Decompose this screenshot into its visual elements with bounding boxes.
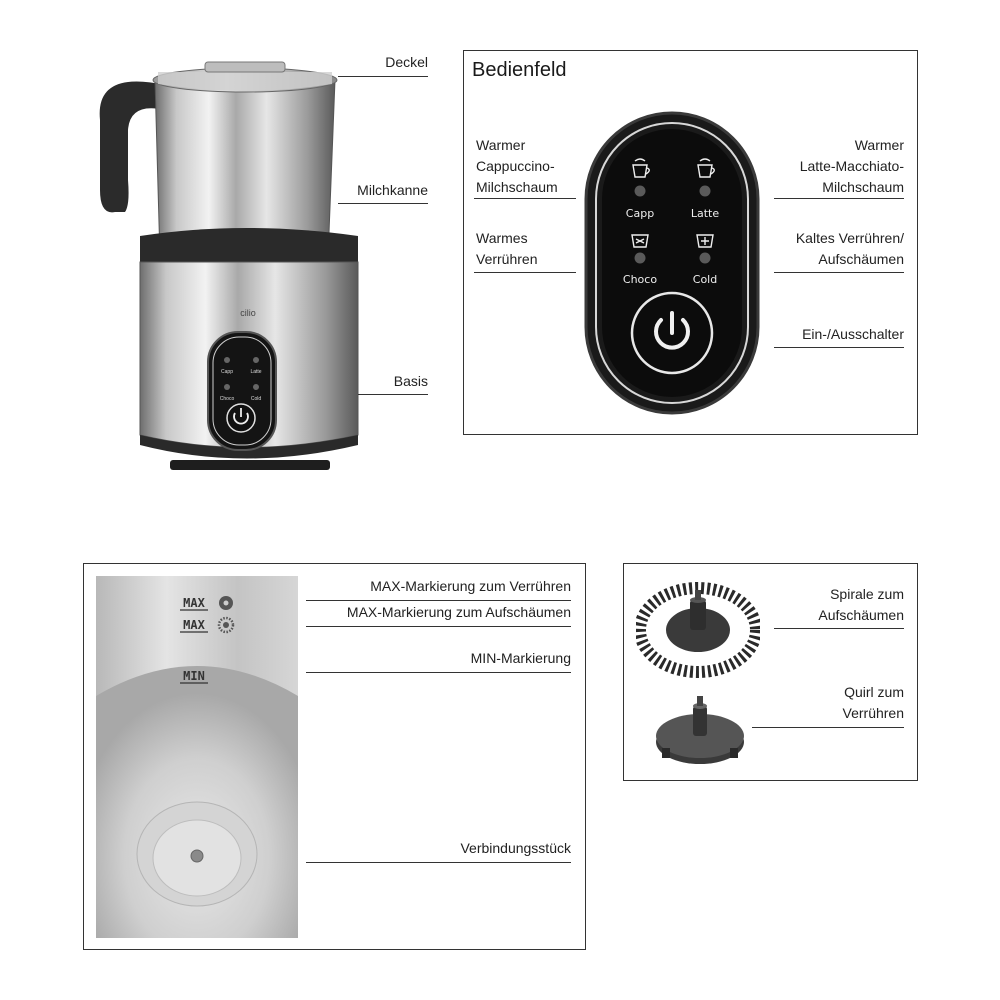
leader-warm-stirring — [474, 272, 576, 273]
leader-lid — [338, 76, 428, 77]
label-connector: Verbindungsstück — [460, 840, 571, 856]
leader-base — [358, 394, 428, 395]
svg-text:MAX: MAX — [183, 618, 205, 632]
milk-frother-illustration — [70, 40, 450, 490]
leader-warm-latte — [774, 198, 904, 199]
label-warm-stirring: Warmes Verrühren — [476, 230, 538, 267]
svg-text:MAX: MAX — [183, 596, 205, 610]
leader-max-froth — [306, 626, 571, 627]
label-whisk: Quirl zum Verrühren — [842, 684, 904, 721]
label-max-stir: MAX-Markierung zum Verrühren — [370, 578, 571, 594]
leader-min — [306, 672, 571, 673]
leader-max-stir — [306, 600, 571, 601]
label-base: Basis — [393, 373, 428, 389]
indicator-led-cold — [700, 253, 711, 264]
accessories-box — [623, 563, 918, 781]
label-warm-latte: Warmer Latte-Macchiato- Milchschaum — [799, 137, 904, 195]
jug-interior-photo — [96, 576, 298, 938]
label-max-froth: MAX-Markierung zum Aufschäumen — [346, 604, 571, 620]
control-panel-box — [463, 50, 918, 435]
svg-text:Latte: Latte — [250, 369, 262, 375]
svg-text:Cold: Cold — [250, 396, 262, 402]
brand-logo: cilio — [240, 308, 256, 318]
leader-jug — [338, 203, 428, 204]
product-overview — [70, 40, 450, 490]
svg-text:Capp: Capp — [221, 369, 233, 375]
label-spiral: Spirale zum Aufschäumen — [818, 586, 904, 623]
label-jug: Milchkanne — [357, 182, 428, 198]
leader-warm-cappuccino — [474, 198, 576, 199]
connector-pin — [191, 850, 203, 862]
label-cold-stirring: Kaltes Verrühren/ Aufschäumen — [795, 230, 904, 267]
leader-whisk — [752, 727, 904, 728]
leader-connector — [306, 862, 571, 863]
label-warm-cappuccino: Warmer Cappuccino- Milchschaum — [476, 137, 558, 195]
indicator-led-capp — [635, 186, 646, 197]
indicator-led-choco — [635, 253, 646, 264]
label-lid: Deckel — [385, 54, 428, 70]
frothing-spiral-illustration — [636, 578, 760, 678]
svg-text:Choco: Choco — [622, 273, 658, 286]
svg-text:Latte: Latte — [690, 207, 720, 220]
leader-cold-stirring — [774, 272, 904, 273]
label-min: MIN-Markierung — [470, 650, 571, 666]
leader-on-off-switch — [774, 347, 904, 348]
svg-text:MIN: MIN — [183, 669, 205, 683]
svg-text:Cold: Cold — [692, 273, 718, 286]
label-on-off-switch: Ein-/Ausschalter — [802, 326, 904, 342]
stirring-whisk-illustration — [650, 692, 750, 768]
svg-text:Choco: Choco — [219, 396, 235, 402]
control-panel-title: Bedienfeld — [472, 59, 567, 81]
interior-box — [83, 563, 586, 950]
indicator-led-latte — [700, 186, 711, 197]
svg-text:Capp: Capp — [625, 207, 655, 220]
leader-spiral — [774, 628, 904, 629]
